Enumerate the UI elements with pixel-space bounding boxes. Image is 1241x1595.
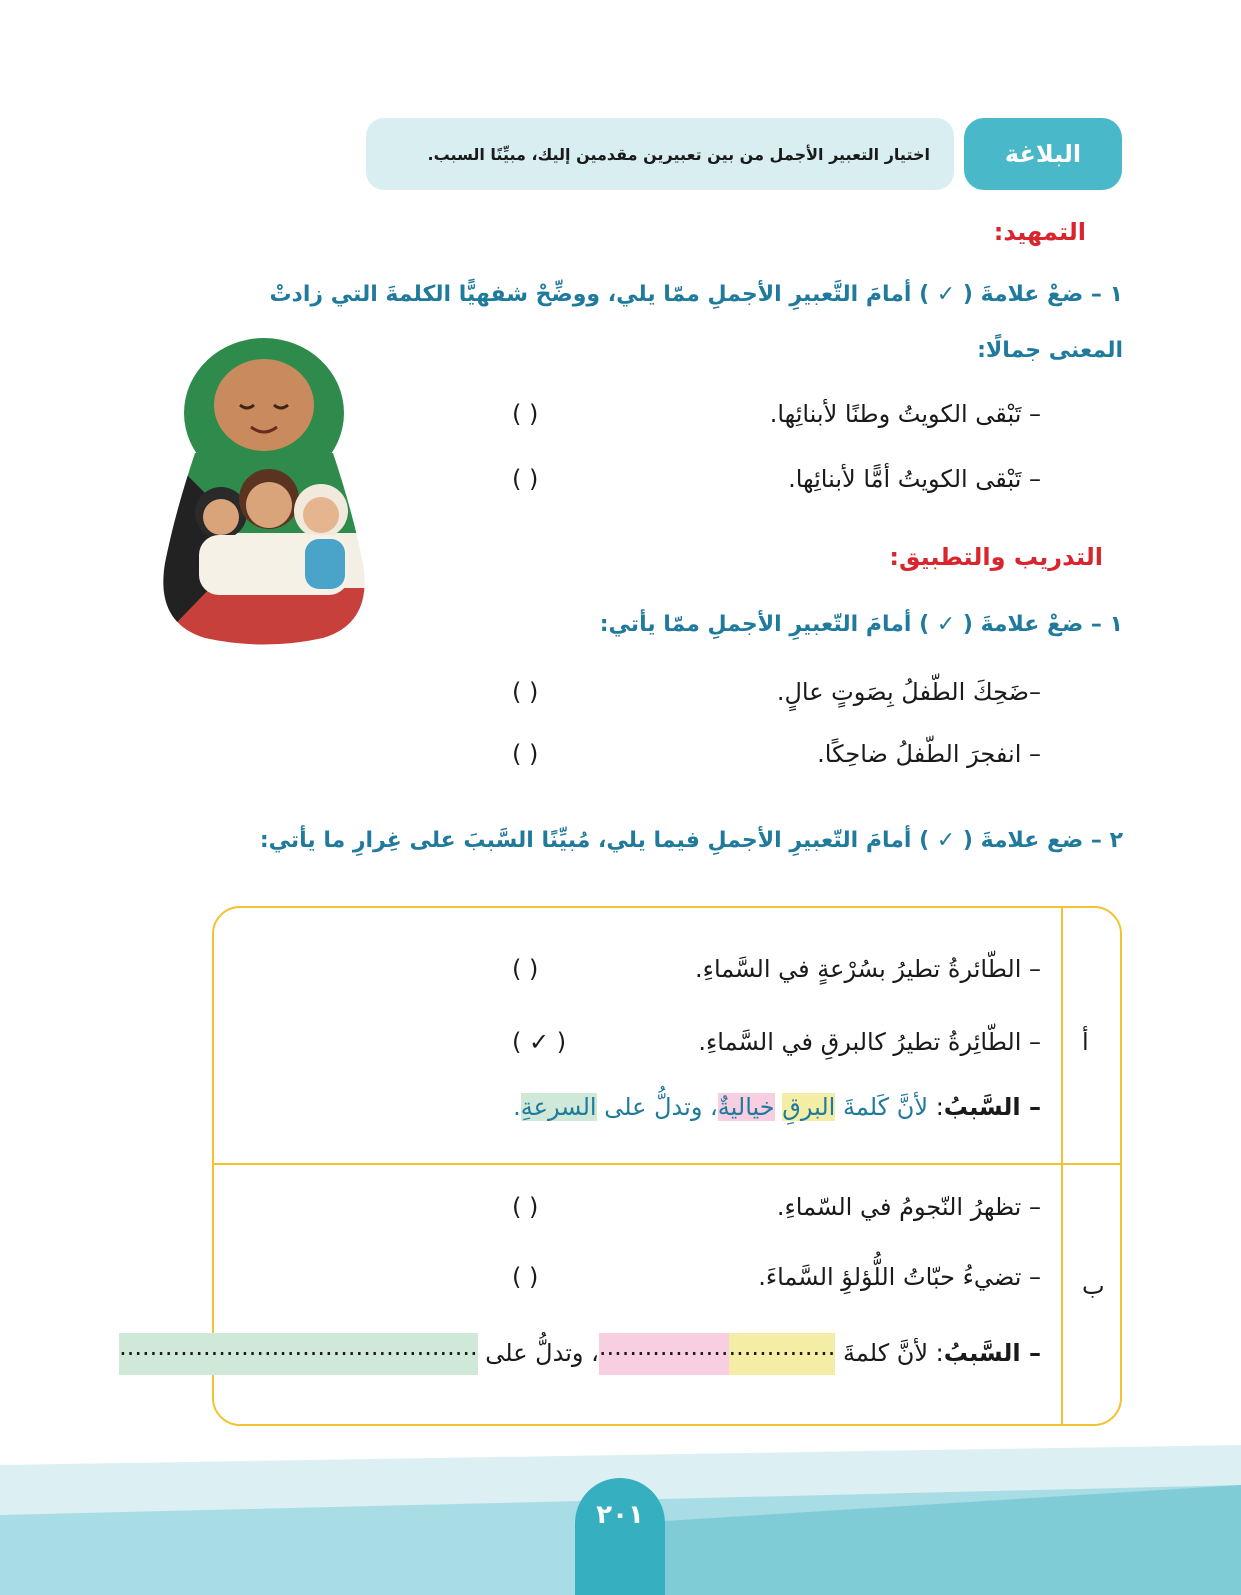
row-b-word-blank[interactable]: .............. — [729, 1333, 836, 1375]
row-b-reason-part2: ، وتدلُّ على — [485, 1339, 599, 1367]
row-a-reason-meaning: السرعةِ — [520, 1093, 597, 1121]
practice-heading: التدريب والتطبيق: — [889, 543, 1103, 571]
intro-question-line1: ١ – ضعْ علامةَ ( ✓ ) أمامَ التَّعبيرِ الأجملِ ممّا يلي، ووضِّحْ شفهيًّا الكلمةَ التي زادتْ — [269, 282, 1123, 307]
practice-question-2: ٢ – ضع علامةَ ( ✓ ) أمامَ التّعبيرِ الأجملِ فيما يلي، مُبيِّنًا السَّببَ على غِرارِ ما يأتي: — [259, 828, 1123, 853]
practice-q1-option-2-answer-box[interactable]: ( ) — [512, 740, 539, 768]
row-a-reason-colon: : — [935, 1093, 944, 1121]
intro-option-1-answer-box[interactable]: ( ) — [512, 400, 539, 428]
practice-q1-option-1-answer-box[interactable]: ( ) — [512, 678, 539, 706]
row-b-adjective-blank[interactable]: ................. — [599, 1333, 729, 1375]
row-a-option-2-answer-box-checked[interactable]: ( ✓ ) — [512, 1028, 567, 1056]
practice-q1-option-2: – انفجرَ الطّفلُ ضاحِكًا. — [817, 740, 1041, 768]
row-b-option-2: – تضيءُ حبّاتُ اللُّؤلؤِ السَّماءَ. — [758, 1263, 1041, 1291]
intro-option-1: – تَبْقى الكويتُ وطنًا لأبنائِها. — [769, 400, 1041, 428]
intro-option-2: – تَبْقى الكويتُ أمًّا لأبنائِها. — [788, 465, 1041, 493]
row-a-reason-end: . — [513, 1093, 521, 1121]
row-a-option-2: – الطّائِرةُ تطيرُ كالبرقِ في السَّماءِ. — [698, 1028, 1041, 1056]
practice-q1-option-1: –ضَحِكَ الطّفلُ بِصَوتٍ عالٍ. — [776, 678, 1041, 706]
row-b-option-2-answer-box[interactable]: ( ) — [512, 1263, 539, 1291]
row-a-reason-part2: ، وتدلُّ على — [604, 1093, 718, 1121]
intro-question-line2: المعنى جمالًا: — [977, 338, 1123, 363]
row-a-reason — [513, 1093, 1041, 1121]
row-b-reason-label: – السَّببُ — [943, 1339, 1041, 1367]
section-tag: البلاغة — [964, 118, 1122, 190]
row-a-label: أ — [1082, 1028, 1089, 1056]
row-a-reason-label: – السَّببُ — [943, 1093, 1041, 1121]
row-b-reason — [119, 1333, 1041, 1375]
row-b-meaning-blank[interactable]: ............................................... — [119, 1333, 478, 1375]
table-column-divider — [1061, 906, 1063, 1426]
row-b-reason-part1: : لأنَّ كلمةَ — [843, 1339, 944, 1367]
intro-heading: التمهيد: — [993, 218, 1086, 246]
lesson-objective: اختيار التعبير الأجمل من بين تعبيرين مقدمين إليك، مبيِّنًا السبب. — [366, 118, 954, 190]
row-a-reason-word: البرقِ — [782, 1093, 836, 1121]
table-row-divider — [212, 1163, 1122, 1165]
row-a-option-1: – الطّائرةُ تطيرُ بسُرْعةٍ في السَّماءِ. — [695, 955, 1041, 983]
row-b-label: ب — [1082, 1272, 1105, 1300]
row-a-option-1-answer-box[interactable]: ( ) — [512, 955, 539, 983]
row-a-reason-adjective: خياليةٌ — [717, 1093, 775, 1121]
row-b-option-1: – تظهرُ النّجومُ في السّماءِ. — [776, 1193, 1041, 1221]
intro-option-2-answer-box[interactable]: ( ) — [512, 465, 539, 493]
row-a-reason-part1: لأنَّ كَلمةَ — [842, 1093, 929, 1121]
practice-question-1: ١ – ضعْ علامةَ ( ✓ ) أمامَ التّعبيرِ الأجملِ ممّا يأتي: — [599, 612, 1123, 637]
doll-illustration — [155, 333, 373, 645]
row-b-option-1-answer-box[interactable]: ( ) — [512, 1193, 539, 1221]
page-number: ٢٠١ — [575, 1478, 665, 1595]
